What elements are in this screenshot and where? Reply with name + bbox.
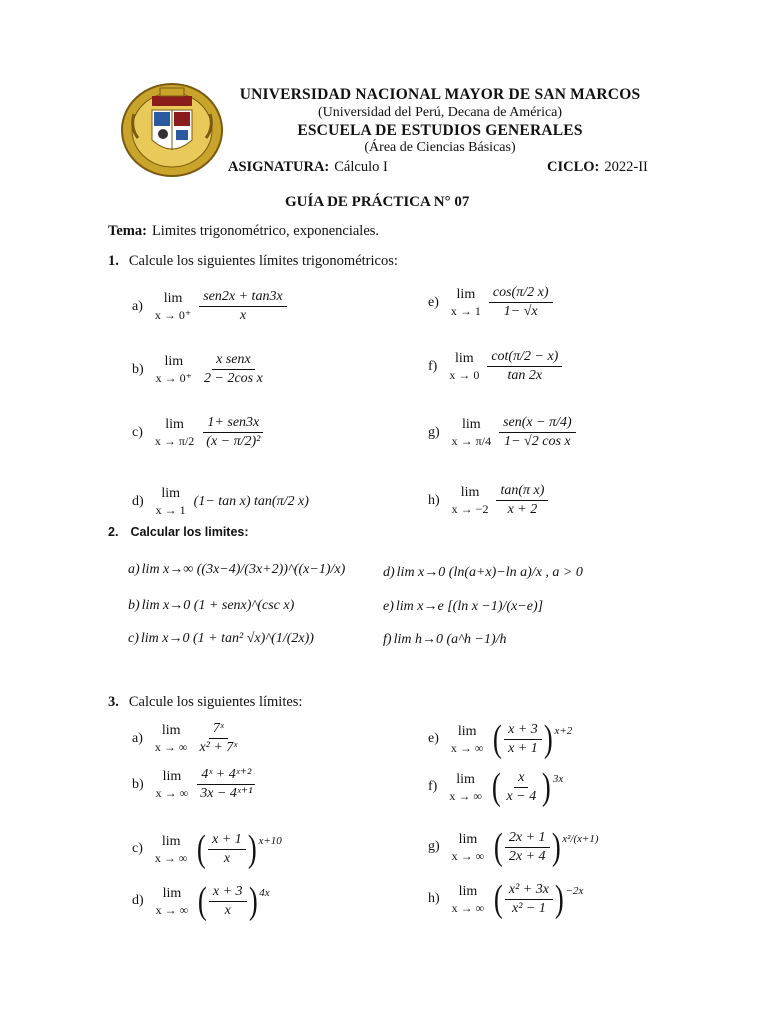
lim-word: lim <box>161 723 181 738</box>
course-line <box>228 159 388 176</box>
left-paren: ( <box>493 718 503 760</box>
left-paren: ( <box>198 880 207 922</box>
right-paren: ) <box>543 718 553 760</box>
denominator: x <box>224 902 231 918</box>
denominator: 2 − 2cos x <box>204 371 263 386</box>
topic-label: Tema: <box>108 223 147 239</box>
lim-subscript: x → ∞ <box>155 786 189 800</box>
lim-word: lim <box>458 883 478 899</box>
item-label: d) <box>132 893 144 908</box>
exponent: −2x <box>565 884 584 897</box>
denominator: x <box>239 308 247 323</box>
expression: lim x→∞ ((3x−4)/(3x+2))^((x−1)/x) <box>141 562 346 577</box>
section1-heading <box>108 253 398 270</box>
cycle-line <box>547 159 648 176</box>
numerator: x senx <box>212 353 255 370</box>
exercise-2d <box>383 566 583 580</box>
guide-title: GUÍA DE PRÁCTICA N° 07 <box>285 194 470 210</box>
exponent: 3x <box>552 772 564 785</box>
lim-word: lim <box>163 291 183 306</box>
denominator: x + 1 <box>508 740 538 756</box>
numerator: tan(π x) <box>496 484 548 501</box>
item-label: f) <box>428 358 438 374</box>
section3-number: 3. <box>108 694 119 710</box>
exercise-1a <box>132 290 287 323</box>
section2-number: 2. <box>108 525 119 539</box>
exercise-2a <box>128 563 345 577</box>
item-label: e) <box>383 599 394 614</box>
exercise-3d <box>132 882 270 920</box>
exercise-2b <box>128 599 294 613</box>
numerator: sen(x − π/4) <box>499 416 576 433</box>
exercise-3c <box>132 830 282 868</box>
numerator: sen2x + tan3x <box>199 290 286 307</box>
university-subtitle: (Universidad del Perú, Decana de América) <box>317 105 563 120</box>
lim-word: lim <box>456 771 475 787</box>
numerator: x + 3 <box>504 723 542 740</box>
left-paren: ( <box>197 828 207 870</box>
lim-word: lim <box>164 354 184 369</box>
lim-word: lim <box>162 885 182 901</box>
lim-subscript: x → 0 <box>449 368 480 382</box>
item-label: h) <box>428 492 440 508</box>
numerator: 4ˣ + 4ˣ⁺² <box>197 768 255 785</box>
course-value: Cálculo I <box>334 159 388 175</box>
lim-subscript: x → ∞ <box>449 788 482 803</box>
topic-line <box>108 223 379 240</box>
exercise-3f <box>428 768 563 806</box>
exercise-2c <box>128 632 314 646</box>
lim-subscript: x → 0⁺ <box>154 308 192 322</box>
denominator: 1− √x <box>503 304 538 319</box>
lim-subscript: x → 0⁺ <box>155 371 193 385</box>
cycle-value: 2022-II <box>604 159 648 175</box>
exponent: x+10 <box>258 834 282 847</box>
exercise-3h <box>428 880 583 918</box>
exercise-3a <box>132 722 241 755</box>
expression: (1− tan x) tan(π/2 x) <box>193 493 309 509</box>
section3-heading <box>108 694 302 711</box>
exercise-3b <box>132 768 256 801</box>
denominator: 1− √2 cos x <box>504 434 571 449</box>
right-paren: ) <box>248 880 258 922</box>
university-name: UNIVERSIDAD NACIONAL MAYOR DE SAN MARCOS <box>239 86 641 103</box>
denominator: (x − π/2)² <box>206 434 261 449</box>
item-label: b) <box>128 598 140 613</box>
item-label: h) <box>428 891 440 906</box>
item-label: d) <box>383 565 395 580</box>
left-paren: ( <box>494 826 503 868</box>
numerator: 1+ sen3x <box>203 416 263 433</box>
lim-subscript: x → ∞ <box>451 900 485 915</box>
lim-subscript: x → ∞ <box>155 902 189 917</box>
lim-word: lim <box>454 351 474 366</box>
expression: lim x→0 (1 + tan² √x)^(1/(2x)) <box>140 631 314 646</box>
lim-subscript: x → 1 <box>155 503 186 517</box>
cycle-label: CICLO: <box>547 159 600 175</box>
expression: lim x→e [(ln x −1)/(x−e)] <box>395 599 544 614</box>
left-paren: ( <box>494 878 503 920</box>
exercise-1e <box>428 286 553 319</box>
denominator: 3x − 4ˣ⁺¹ <box>200 786 253 801</box>
numerator: x + 3 <box>209 885 247 902</box>
denominator: x² − 1 <box>512 900 546 916</box>
numerator: 7ˣ <box>209 722 228 739</box>
denominator: x² + 7ˣ <box>199 740 238 755</box>
lim-word: lim <box>162 769 182 784</box>
exercise-3g <box>428 828 599 866</box>
lim-word: lim <box>462 417 481 432</box>
lim-word: lim <box>161 833 181 849</box>
denominator: 2x + 4 <box>508 848 546 864</box>
exercise-1g <box>428 416 576 449</box>
exercise-1h <box>428 484 548 517</box>
lim-subscript: x → π/2 <box>154 434 195 448</box>
numerator: 2x + 1 <box>505 831 550 848</box>
item-label: c) <box>132 424 143 440</box>
lim-subscript: x → ∞ <box>450 740 484 755</box>
numerator: cos(π/2 x) <box>489 286 553 303</box>
left-paren: ( <box>491 766 501 808</box>
item-label: a) <box>128 562 140 577</box>
lim-word: lim <box>460 485 480 500</box>
item-label: f) <box>383 632 392 647</box>
exercise-1b <box>132 353 267 386</box>
numerator: cot(π/2 − x) <box>487 350 562 367</box>
item-label: a) <box>132 298 143 314</box>
expression: lim h→0 (a^h −1)/h <box>393 632 507 647</box>
course-label: ASIGNATURA: <box>228 159 330 175</box>
exercise-1c <box>132 416 264 449</box>
topic-value: Limites trigonométrico, exponenciales. <box>151 223 380 239</box>
denominator: x + 2 <box>507 502 538 517</box>
item-label: a) <box>132 730 143 746</box>
denominator: x − 4 <box>506 788 537 804</box>
lim-word: lim <box>458 831 478 847</box>
lim-subscript: x → ∞ <box>154 850 188 865</box>
denominator: x <box>223 850 231 866</box>
section1-number: 1. <box>108 253 119 269</box>
numerator: x + 1 <box>208 833 246 850</box>
numerator: x <box>514 771 528 788</box>
item-label: b) <box>132 361 144 377</box>
item-label: f) <box>428 779 438 794</box>
school-subtitle: (Área de Ciencias Básicas) <box>364 140 516 155</box>
right-paren: ) <box>542 766 551 808</box>
lim-word: lim <box>165 417 184 432</box>
lim-subscript: x → −2 <box>451 502 489 516</box>
lim-subscript: x → ∞ <box>154 740 188 754</box>
item-label: e) <box>428 731 439 746</box>
lim-subscript: x → π/4 <box>451 434 492 448</box>
exponent: 4x <box>259 886 270 899</box>
item-label: c) <box>128 631 139 646</box>
lim-subscript: x → 1 <box>450 304 481 318</box>
exercise-3e <box>428 720 572 758</box>
numerator: x² + 3x <box>505 883 553 900</box>
expression: lim x→0 (ln(a+x)−ln a)/x , a > 0 <box>396 565 583 580</box>
exponent: x²/(x+1) <box>562 832 599 845</box>
lim-word: lim <box>161 486 180 501</box>
school-name: ESCUELA DE ESTUDIOS GENERALES <box>297 122 583 139</box>
exercise-1f <box>428 350 562 383</box>
right-paren: ) <box>247 828 257 870</box>
exercise-2f <box>383 633 507 647</box>
item-label: g) <box>428 424 440 440</box>
item-label: b) <box>132 776 144 792</box>
university-seal <box>118 78 226 178</box>
section2-heading <box>108 525 249 539</box>
section2-title: Calcular los limites: <box>130 525 249 539</box>
denominator: tan 2x <box>507 368 543 383</box>
lim-subscript: x → ∞ <box>451 848 485 863</box>
section1-title: Calcule los siguientes límites trigonométricos: <box>128 253 398 269</box>
expression: lim x→0 (1 + senx)^(csc x) <box>141 598 295 613</box>
item-label: g) <box>428 839 440 854</box>
item-label: e) <box>428 294 439 310</box>
exponent: x+2 <box>554 724 573 737</box>
right-paren: ) <box>551 826 561 868</box>
section3-title: Calcule los siguientes límites: <box>128 694 303 710</box>
item-label: d) <box>132 493 144 509</box>
exercise-2e <box>383 600 543 614</box>
right-paren: ) <box>554 878 564 920</box>
lim-word: lim <box>456 287 476 302</box>
item-label: c) <box>132 841 143 856</box>
exercise-1d <box>132 487 309 516</box>
lim-word: lim <box>457 723 477 739</box>
